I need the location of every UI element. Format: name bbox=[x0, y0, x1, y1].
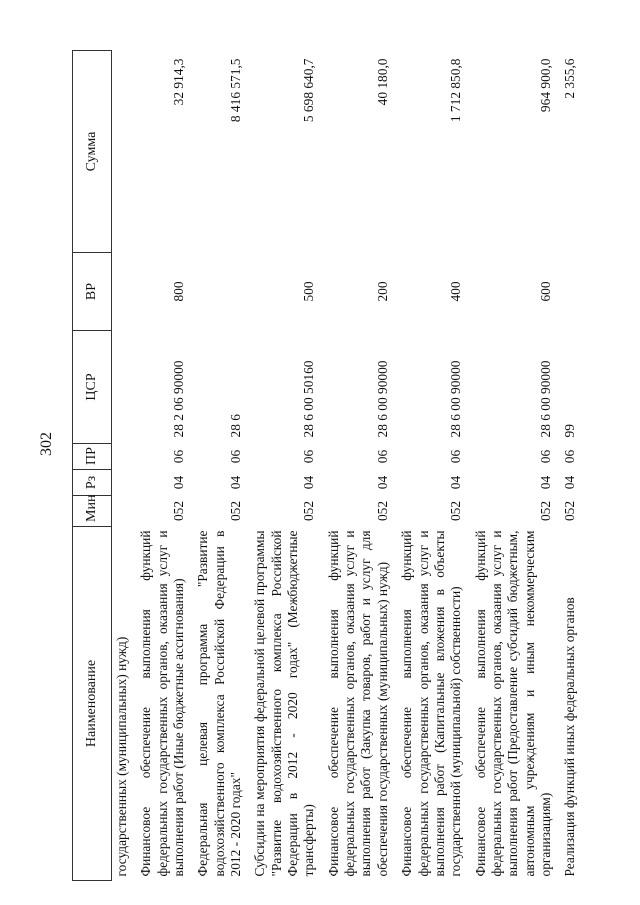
row-sum: 32 914,3 bbox=[171, 58, 187, 106]
table-row bbox=[112, 51, 137, 881]
header-pr: ПР bbox=[73, 444, 112, 470]
row-sum: 5 698 640,7 bbox=[301, 58, 317, 123]
row-rz: 04 bbox=[562, 475, 578, 490]
row-csr: 28 6 00 90000 bbox=[448, 360, 464, 438]
row-sum bbox=[112, 51, 137, 253]
budget-table bbox=[72, 50, 585, 881]
row-pr: 06 bbox=[228, 449, 244, 464]
row-vr: 400 bbox=[448, 281, 464, 302]
row-pr: 06 bbox=[448, 449, 464, 464]
row-name: Финансовое обеспечение выполнения функций федеральных государственных органов, оказания услуг и выполнения работ (Капитальные вложения в объекты государственной (муниципальной) собственности) bbox=[399, 530, 464, 877]
row-csr bbox=[112, 331, 137, 444]
row-pr: 06 bbox=[374, 449, 390, 464]
row-vr bbox=[560, 253, 584, 331]
header-name: Наименование bbox=[73, 527, 112, 881]
row-sum: 40 180,0 bbox=[374, 58, 390, 106]
row-csr: 28 2 06 90000 bbox=[171, 360, 187, 438]
row-min: 052 bbox=[171, 500, 187, 522]
row-name: Федеральная целевая программа "Развитие водохозяйственного комплекса Российской Федерации в 2012 - 2020 годах" bbox=[195, 530, 244, 877]
header-vr: ВР bbox=[73, 253, 112, 331]
table-body bbox=[112, 51, 585, 881]
row-name: Субсидии на мероприятия федеральной целевой программы "Развитие водохозяйственного комплекса Российской Федерации в 2012 - 2020 годах" (Межбюджетные трансферты) bbox=[252, 530, 317, 877]
table-row bbox=[397, 51, 470, 881]
table-header bbox=[73, 51, 112, 881]
header-row bbox=[73, 51, 112, 881]
row-vr bbox=[193, 253, 250, 331]
row-min: 052 bbox=[562, 500, 578, 522]
row-min bbox=[112, 496, 137, 527]
row-vr: 800 bbox=[171, 281, 187, 302]
table-row bbox=[193, 51, 250, 881]
row-rz bbox=[112, 470, 137, 496]
row-sum: 8 416 571,5 bbox=[228, 58, 244, 123]
row-rz: 04 bbox=[537, 475, 553, 490]
row-sum: 964 900,0 bbox=[537, 58, 553, 113]
table-row bbox=[471, 51, 561, 881]
row-csr: 28 6 bbox=[228, 414, 244, 438]
row-rz: 04 bbox=[374, 475, 390, 490]
row-vr: 200 bbox=[374, 281, 390, 302]
row-vr: 500 bbox=[301, 281, 317, 302]
header-csr: ЦСР bbox=[73, 331, 112, 444]
row-pr: 06 bbox=[562, 449, 578, 464]
row-rz: 04 bbox=[171, 475, 187, 490]
row-vr: 600 bbox=[537, 281, 553, 302]
row-rz: 04 bbox=[301, 475, 317, 490]
row-name: Финансовое обеспечение выполнения функций федеральных государственных органов, оказания услуг и выполнения работ (Иные бюджетные ассигнования) bbox=[138, 530, 187, 877]
row-min: 052 bbox=[374, 500, 390, 522]
row-name: Финансовое обеспечение выполнения функций федеральных государственных органов, оказания услуг и выполнения работ (Предоставление субсидий бюджетным, автономным учреждениям и иным некоммерческим организациям) bbox=[472, 530, 553, 877]
row-min: 052 bbox=[448, 500, 464, 522]
row-name: Реализация функций иных федеральных органов bbox=[562, 597, 578, 877]
row-min: 052 bbox=[537, 500, 553, 522]
row-pr: 06 bbox=[171, 449, 187, 464]
header-sum: Сумма bbox=[73, 51, 112, 253]
table-row bbox=[250, 51, 323, 881]
row-csr: 28 6 00 50160 bbox=[301, 360, 317, 438]
row-sum: 1 712 850,8 bbox=[448, 58, 464, 123]
row-sum: 2 355,6 bbox=[562, 58, 578, 99]
table-row bbox=[136, 51, 193, 881]
row-name: Финансовое обеспечение выполнения функций федеральных государственных органов, оказания услуг и выполнения работ (Закупка товаров, работ и услуг для обеспечения государственных (муниципальных) нужд) bbox=[325, 530, 390, 877]
row-pr: 06 bbox=[537, 449, 553, 464]
header-rz: Рз bbox=[73, 470, 112, 496]
row-csr: 99 bbox=[562, 424, 578, 438]
row-csr: 28 6 00 90000 bbox=[374, 360, 390, 438]
row-csr: 28 6 00 90000 bbox=[537, 360, 553, 438]
row-min: 052 bbox=[301, 500, 317, 522]
row-rz: 04 bbox=[448, 475, 464, 490]
header-min: Мин bbox=[73, 496, 112, 527]
table-row bbox=[560, 51, 584, 881]
row-min: 052 bbox=[228, 500, 244, 522]
row-rz: 04 bbox=[228, 475, 244, 490]
row-vr bbox=[112, 253, 137, 331]
row-pr bbox=[112, 444, 137, 470]
table-row bbox=[324, 51, 397, 881]
row-name: государственных (муниципальных) нужд) bbox=[114, 636, 129, 877]
row-pr: 06 bbox=[301, 449, 317, 464]
page-number: 302 bbox=[38, 432, 55, 456]
